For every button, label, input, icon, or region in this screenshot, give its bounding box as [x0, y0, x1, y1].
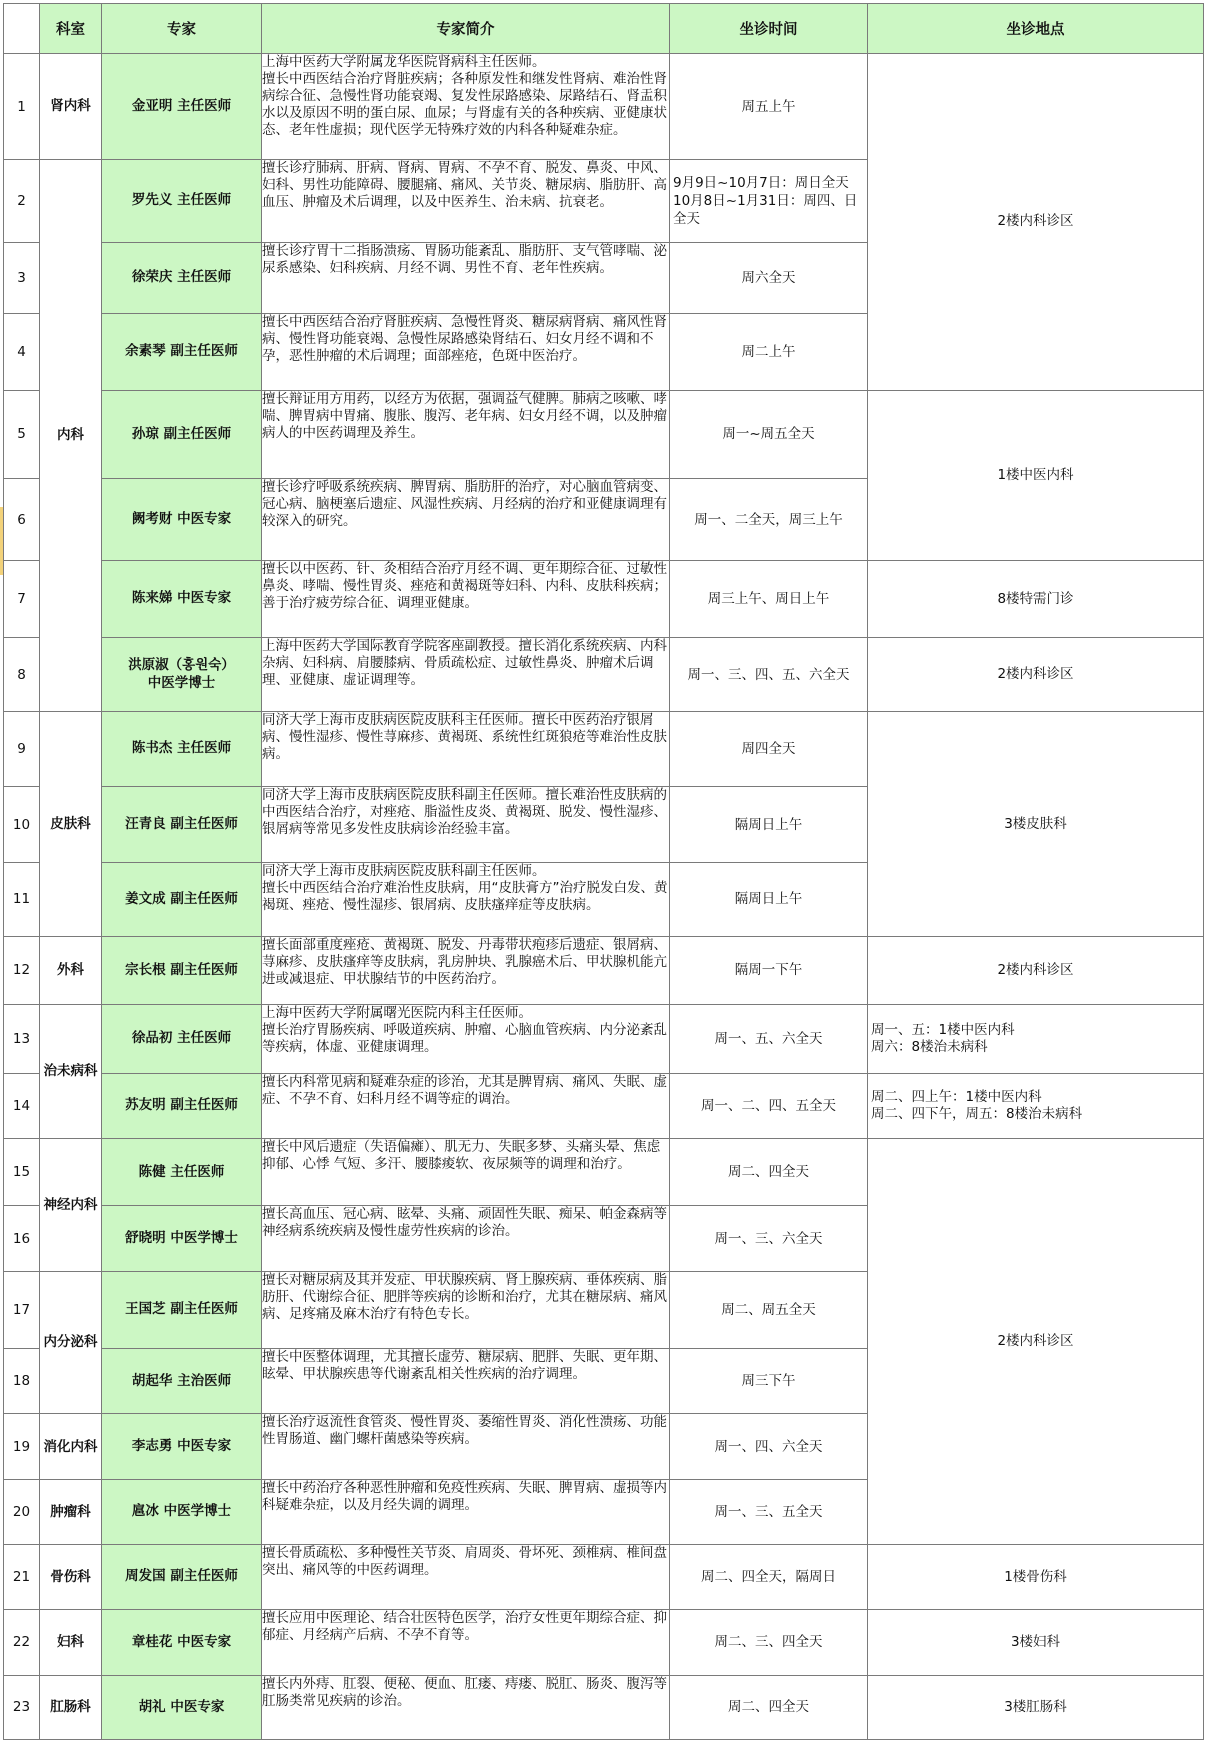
consult-time: 周三下午 [670, 1349, 868, 1414]
consult-time: 周一、三、四、五、六全天 [670, 638, 868, 711]
consult-time: 周二、周五全天 [670, 1271, 868, 1349]
expert-intro: 擅长诊疗肺病、肝病、肾病、胃病、不孕不育、脱发、鼻炎、中风、妇科、男性功能障碍、腰腿痛、痛风、关节炎、糖尿病、脂肪肝、高血压、肿瘤及术后调理，以及中医养生、治未病、抗衰老。 [262, 160, 670, 243]
expert-intro: 上海中医药大学附属龙华医院肾病科主任医师。 擅长中西医结合治疗肾脏疾病；各种原发性和继发性肾病、难治性肾病综合征、急慢性肾功能衰竭、复发性尿路感染、尿路结石、肾盂积水以及原因不明的蛋白尿、血尿；与肾虚有关的各种疾病、亚健康状态、老年性虚损；现代医学无特殊疗效的内科各种疑难杂症。 [262, 54, 670, 160]
consult-time: 周一、三、五全天 [670, 1479, 868, 1544]
expert-intro: 擅长内科常见病和疑难杂症的诊治，尤其是脾胃病、痛风、失眠、虚症、不孕不育、妇科月经不调等症的调治。 [262, 1073, 670, 1138]
row-number: 10 [4, 787, 40, 862]
expert-name: 陈健 主任医师 [102, 1139, 262, 1206]
row-number: 5 [4, 390, 40, 479]
row-number: 9 [4, 711, 40, 786]
table-row [4, 1610, 1204, 1675]
row-number: 18 [4, 1349, 40, 1414]
expert-name: 孙琼 副主任医师 [102, 390, 262, 479]
expert-intro: 擅长中药治疗各种恶性肿瘤和免疫性疾病、失眠、脾胃病、虚损等内科疑难杂症，以及月经失调的调理。 [262, 1479, 670, 1544]
table-row [4, 1004, 1204, 1073]
row-number: 19 [4, 1414, 40, 1479]
consult-place: 3楼皮肤科 [868, 711, 1204, 936]
table-row [4, 711, 1204, 786]
consult-place: 2楼内科诊区 [868, 54, 1204, 391]
row-number: 2 [4, 160, 40, 243]
consult-place: 2楼内科诊区 [868, 638, 1204, 711]
header-place: 坐诊地点 [868, 4, 1204, 54]
expert-name: 胡礼 中医专家 [102, 1675, 262, 1739]
table-row [4, 638, 1204, 711]
expert-name: 苏友明 副主任医师 [102, 1073, 262, 1138]
expert-intro: 擅长中医整体调理，尤其擅长虚劳、糖尿病、肥胖、失眠、更年期、眩晕、甲状腺疾患等代谢紊乱相关性疾病的治疗调理。 [262, 1349, 670, 1414]
row-number: 21 [4, 1545, 40, 1610]
department-cell: 消化内科 [40, 1414, 102, 1479]
expert-intro: 擅长辩证用方用药，以经方为依据，强调益气健脾。肺病之咳嗽、哮喘、脾胃病中胃痛、腹胀、腹泻、老年病、妇女月经不调，以及肿瘤病人的中医药调理及养生。 [262, 390, 670, 479]
consult-time: 周一、三、六全天 [670, 1206, 868, 1271]
table-row [4, 937, 1204, 1004]
department-cell: 肛肠科 [40, 1675, 102, 1739]
consult-time: 周一~周五全天 [670, 390, 868, 479]
row-number: 22 [4, 1610, 40, 1675]
expert-name: 李志勇 中医专家 [102, 1414, 262, 1479]
expert-intro: 擅长诊疗呼吸系统疾病、脾胃病、脂肪肝的治疗，对心脑血管病变、冠心病、脑梗塞后遗症、风湿性疾病、月经病的治疗和亚健康调理有较深入的研究。 [262, 479, 670, 561]
expert-intro: 同济大学上海市皮肤病医院皮肤科副主任医师。 擅长中西医结合治疗难治性皮肤病，用“皮肤膏方”治疗脱发白发、黄褐斑、痤疮、慢性湿疹、银屑病、皮肤瘙痒症等皮肤病。 [262, 862, 670, 936]
expert-intro: 上海中医药大学附属曙光医院内科主任医师。 擅长治疗胃肠疾病、呼吸道疾病、肿瘤、心脑血管疾病、内分泌紊乱等疾病，体虚、亚健康调理。 [262, 1004, 670, 1073]
expert-intro: 擅长对糖尿病及其并发症、甲状腺疾病、肾上腺疾病、垂体疾病、脂肪肝、代谢综合征、肥胖等疾病的诊断和治疗，尤其在糖尿病、痛风病、足疼痛及麻木治疗有特色专长。 [262, 1271, 670, 1349]
header-time: 坐诊时间 [670, 4, 868, 54]
table-row [4, 1139, 1204, 1206]
row-number: 6 [4, 479, 40, 561]
expert-table [3, 3, 1204, 1740]
table-row [4, 1545, 1204, 1610]
row-number: 1 [4, 54, 40, 160]
consult-place: 周一、五：1楼中医内科 周六：8楼治未病科 [868, 1004, 1204, 1073]
consult-time: 周五上午 [670, 54, 868, 160]
expert-name: 汪青良 副主任医师 [102, 787, 262, 862]
expert-name: 胡起华 主治医师 [102, 1349, 262, 1414]
row-number: 16 [4, 1206, 40, 1271]
consult-time: 周二上午 [670, 314, 868, 390]
expert-name: 章桂花 中医专家 [102, 1610, 262, 1675]
row-number: 15 [4, 1139, 40, 1206]
consult-place: 8楼特需门诊 [868, 560, 1204, 638]
department-cell: 肾内科 [40, 54, 102, 160]
consult-time: 隔周日上午 [670, 862, 868, 936]
department-cell: 皮肤科 [40, 711, 102, 936]
table-row [4, 560, 1204, 638]
department-cell: 内分泌科 [40, 1271, 102, 1414]
header-expert: 专家 [102, 4, 262, 54]
consult-place: 1楼中医内科 [868, 390, 1204, 560]
consult-place: 2楼内科诊区 [868, 1139, 1204, 1545]
consult-time: 周二、四全天 [670, 1675, 868, 1739]
table-row [4, 390, 1204, 479]
department-cell: 外科 [40, 937, 102, 1004]
consult-place: 3楼肛肠科 [868, 1675, 1204, 1739]
expert-name: 徐品初 主任医师 [102, 1004, 262, 1073]
consult-time: 周四全天 [670, 711, 868, 786]
row-number: 23 [4, 1675, 40, 1739]
department-cell: 神经内科 [40, 1139, 102, 1272]
consult-time: 周六全天 [670, 242, 868, 313]
row-number: 8 [4, 638, 40, 711]
department-cell: 肿瘤科 [40, 1479, 102, 1544]
department-cell: 骨伤科 [40, 1545, 102, 1610]
expert-intro: 上海中医药大学国际教育学院客座副教授。擅长消化系统疾病、内科杂病、妇科病、肩腰膝病、骨质疏松症、过敏性鼻炎、肿瘤术后调理、亚健康、虚证调理等。 [262, 638, 670, 711]
table-row [4, 1073, 1204, 1138]
consult-time: 周一、五、六全天 [670, 1004, 868, 1073]
expert-name: 周发国 副主任医师 [102, 1545, 262, 1610]
expert-name: 余素琴 副主任医师 [102, 314, 262, 390]
consult-time: 周二、四全天，隔周日 [670, 1545, 868, 1610]
row-number: 13 [4, 1004, 40, 1073]
expert-name: 宗长根 副主任医师 [102, 937, 262, 1004]
expert-intro: 同济大学上海市皮肤病医院皮肤科副主任医师。擅长难治性皮肤病的中西医结合治疗，对痤疮、脂溢性皮炎、黄褐斑、脱发、慢性湿疹、银屑病等常见多发性皮肤病诊治经验丰富。 [262, 787, 670, 862]
department-cell: 内科 [40, 160, 102, 712]
department-cell: 妇科 [40, 1610, 102, 1675]
table-row [4, 54, 1204, 160]
row-number: 17 [4, 1271, 40, 1349]
expert-intro: 擅长中风后遗症（失语偏瘫）、肌无力、失眠多梦、头痛头晕、焦虑抑郁、心悸 气短、多汗、腰膝痠软、夜尿频等的调理和治疗。 [262, 1139, 670, 1206]
expert-name: 阙考财 中医专家 [102, 479, 262, 561]
header-index [4, 4, 40, 54]
expert-name: 姜文成 副主任医师 [102, 862, 262, 936]
expert-name: 徐荣庆 主任医师 [102, 242, 262, 313]
expert-name: 罗先义 主任医师 [102, 160, 262, 243]
consult-time: 9月9日~10月7日：周日全天 10月8日~1月31日：周四、日全天 [670, 160, 868, 243]
row-number: 4 [4, 314, 40, 390]
header-department: 科室 [40, 4, 102, 54]
expert-intro: 擅长以中医药、针、灸相结合治疗月经不调、更年期综合征、过敏性鼻炎、哮喘、慢性胃炎、痤疮和黄褐斑等妇科、内科、皮肤科疾病；善于治疗疲劳综合征、调理亚健康。 [262, 560, 670, 638]
expert-intro: 擅长骨质疏松、多种慢性关节炎、肩周炎、骨坏死、颈椎病、椎间盘突出、痛风等的中医药调理。 [262, 1545, 670, 1610]
table-row [4, 1675, 1204, 1739]
consult-time: 隔周日上午 [670, 787, 868, 862]
department-cell: 治未病科 [40, 1004, 102, 1139]
consult-place: 3楼妇科 [868, 1610, 1204, 1675]
expert-name: 陈来娣 中医专家 [102, 560, 262, 638]
consult-time: 周三上午、周日上午 [670, 560, 868, 638]
expert-intro: 擅长治疗返流性食管炎、慢性胃炎、萎缩性胃炎、消化性溃疡、功能性胃肠道、幽门螺杆菌感染等疾病。 [262, 1414, 670, 1479]
expert-name: 金亚明 主任医师 [102, 54, 262, 160]
header-intro: 专家简介 [262, 4, 670, 54]
consult-time: 周一、二全天，周三上午 [670, 479, 868, 561]
expert-intro: 擅长内外痔、肛裂、便秘、便血、肛瘘、痔瘘、脱肛、肠炎、腹泻等肛肠类常见疾病的诊治。 [262, 1675, 670, 1739]
consult-time: 周二、四全天 [670, 1139, 868, 1206]
consult-time: 周一、四、六全天 [670, 1414, 868, 1479]
row-number: 14 [4, 1073, 40, 1138]
expert-name: 王国芝 副主任医师 [102, 1271, 262, 1349]
expert-name: 洪原淑（홍원숙） 中医学博士 [102, 638, 262, 711]
consult-place: 1楼骨伤科 [868, 1545, 1204, 1610]
expert-name: 陈书杰 主任医师 [102, 711, 262, 786]
consult-place: 周二、四上午：1楼中医内科 周二、四下午，周五：8楼治未病科 [868, 1073, 1204, 1138]
consult-time: 周一、二、四、五全天 [670, 1073, 868, 1138]
consult-time: 周二、三、四全天 [670, 1610, 868, 1675]
expert-name: 舒晓明 中医学博士 [102, 1206, 262, 1271]
consult-time: 隔周一下午 [670, 937, 868, 1004]
header-row [4, 4, 1204, 54]
row-number: 11 [4, 862, 40, 936]
row-number: 12 [4, 937, 40, 1004]
expert-name: 扈冰 中医学博士 [102, 1479, 262, 1544]
row-number: 3 [4, 242, 40, 313]
row-number: 7 [4, 560, 40, 638]
expert-intro: 擅长应用中医理论、结合壮医特色医学，治疗女性更年期综合症、抑郁症、月经病产后病、不孕不育等。 [262, 1610, 670, 1675]
consult-place: 2楼内科诊区 [868, 937, 1204, 1004]
expert-intro: 擅长高血压、冠心病、眩晕、头痛、顽固性失眠、痴呆、帕金森病等神经病系统疾病及慢性虚劳性疾病的诊治。 [262, 1206, 670, 1271]
expert-intro: 擅长中西医结合治疗肾脏疾病、急慢性肾炎、糖尿病肾病、痛风性肾病、慢性肾功能衰竭、急慢性尿路感染肾结石、妇女月经不调和不孕，恶性肿瘤的术后调理；面部痤疮，色斑中医治疗。 [262, 314, 670, 390]
row-number: 20 [4, 1479, 40, 1544]
expert-intro: 同济大学上海市皮肤病医院皮肤科主任医师。擅长中医药治疗银屑病、慢性湿疹、慢性荨麻疹、黄褐斑、系统性红斑狼疮等难治性皮肤病。 [262, 711, 670, 786]
expert-intro: 擅长诊疗胃十二指肠溃疡、胃肠功能紊乱、脂肪肝、支气管哮喘、泌尿系感染、妇科疾病、月经不调、男性不育、老年性疾病。 [262, 242, 670, 313]
expert-intro: 擅长面部重度痤疮、黄褐斑、脱发、丹毒带状疱疹后遗症、银屑病、荨麻疹、皮肤瘙痒等皮肤病，乳房肿块、乳腺癌术后、甲状腺机能亢进或减退症、甲状腺结节的中医药治疗。 [262, 937, 670, 1004]
